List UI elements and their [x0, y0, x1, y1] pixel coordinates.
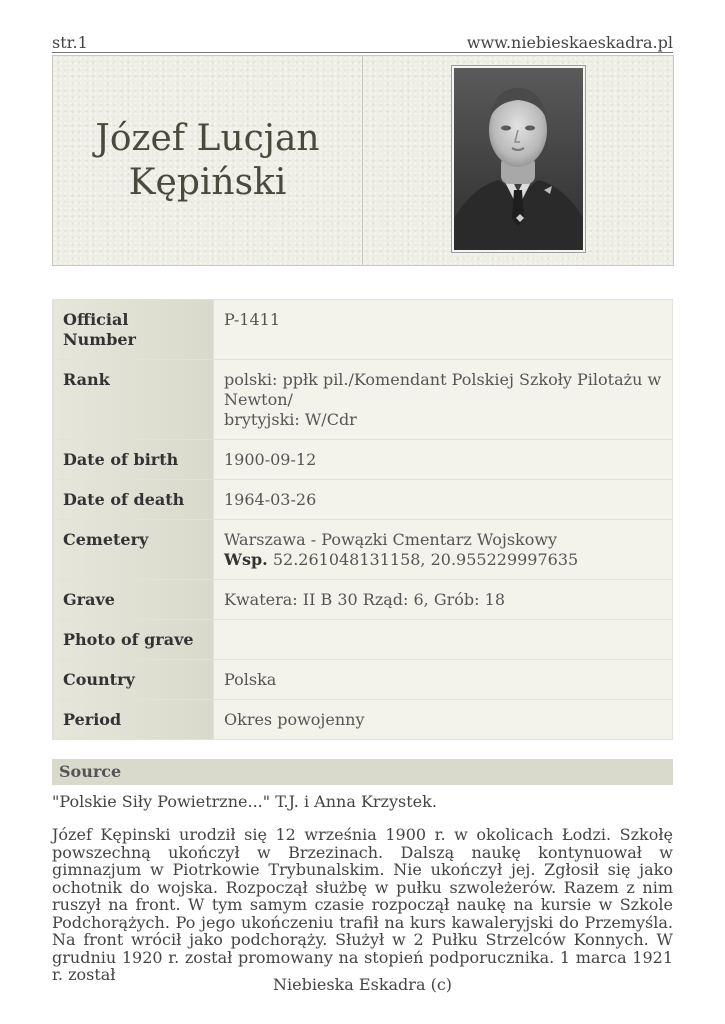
birth-label: Date of birth [53, 440, 214, 480]
row-grave [53, 580, 673, 620]
grave-photo-value [214, 620, 673, 660]
row-official-number [53, 300, 673, 360]
cemetery-name: Warszawa - Powązki Cmentarz Wojskowy [224, 530, 558, 549]
biography-text: Józef Kępinski urodził się 12 września 1900 r. w okolicach Łodzi. Szkołę powszechną ukończył w Brzezinach. Dalszą naukę kontynuował w gimnazjum w Piotrkowie Trybunalskim. Nie ukończył jej. Zgłosił się jako ochotnik do wojska. Rozpoczął służbę w pułku szwoleżerów. Razem z nim ruszył na front. W tym samym czasie rozpoczął naukę na kursie w Szkole Podchorążych. Po jego ukończeniu trafił na kurs kawaleryjski do Przemyśla. Na front wrócił jako podchorąży. Służył w 2 Pułku Strzelców Konnych. W grudniu 1920 r. został promowany na stopień podporucznika. 1 marca 1921 r. został [52, 825, 673, 984]
website-url: www.niebieskaeskadra.pl [466, 33, 673, 52]
grave-label: Grave [53, 580, 214, 620]
grave-value: Kwatera: II B 30 Rząd: 6, Grób: 18 [214, 580, 673, 620]
cemetery-value [214, 520, 673, 580]
rank-polish: polski: ppłk pil./Komendant Polskiej Szkoły Pilotażu w Newton/ [224, 370, 662, 409]
birth-value: 1900-09-12 [214, 440, 673, 480]
row-rank [53, 360, 673, 440]
death-value: 1964-03-26 [214, 480, 673, 520]
country-label: Country [53, 660, 214, 700]
rank-british: brytyjski: W/Cdr [224, 410, 357, 429]
page-header-bar [52, 30, 673, 52]
row-date-of-birth [53, 440, 673, 480]
photo-cell [363, 56, 673, 265]
row-country [53, 660, 673, 700]
name-cell [53, 56, 363, 265]
person-name [95, 117, 319, 205]
row-date-of-death [53, 480, 673, 520]
portrait-image [454, 68, 583, 250]
row-photo-of-grave [53, 620, 673, 660]
official-number-value: P-1411 [214, 300, 673, 360]
coordinates-label: Wsp. [224, 550, 268, 569]
row-period [53, 700, 673, 740]
portrait-photo [452, 66, 585, 252]
page-number: str.1 [52, 33, 88, 52]
country-value: Polska [214, 660, 673, 700]
period-label: Period [53, 700, 214, 740]
source-text: "Polskie Siły Powietrzne..." T.J. i Anna Krzystek. [52, 792, 437, 811]
grave-photo-label: Photo of grave [53, 620, 214, 660]
official-number-label: Official Number [53, 300, 214, 360]
rank-value [214, 360, 673, 440]
rank-label: Rank [53, 360, 214, 440]
row-cemetery [53, 520, 673, 580]
page-footer: Niebieska Eskadra (c) [272, 975, 453, 994]
period-value: Okres powojenny [214, 700, 673, 740]
header-divider [52, 52, 673, 53]
person-surname: Kępiński [128, 161, 287, 203]
personal-info-table [52, 299, 673, 740]
source-heading: Source [52, 759, 673, 785]
person-first-names: Józef Lucjan [95, 117, 320, 159]
cemetery-label: Cemetery [53, 520, 214, 580]
death-label: Date of death [53, 480, 214, 520]
profile-header [52, 55, 674, 266]
coordinates-value: 52.261048131158, 20.955229997635 [272, 550, 579, 569]
